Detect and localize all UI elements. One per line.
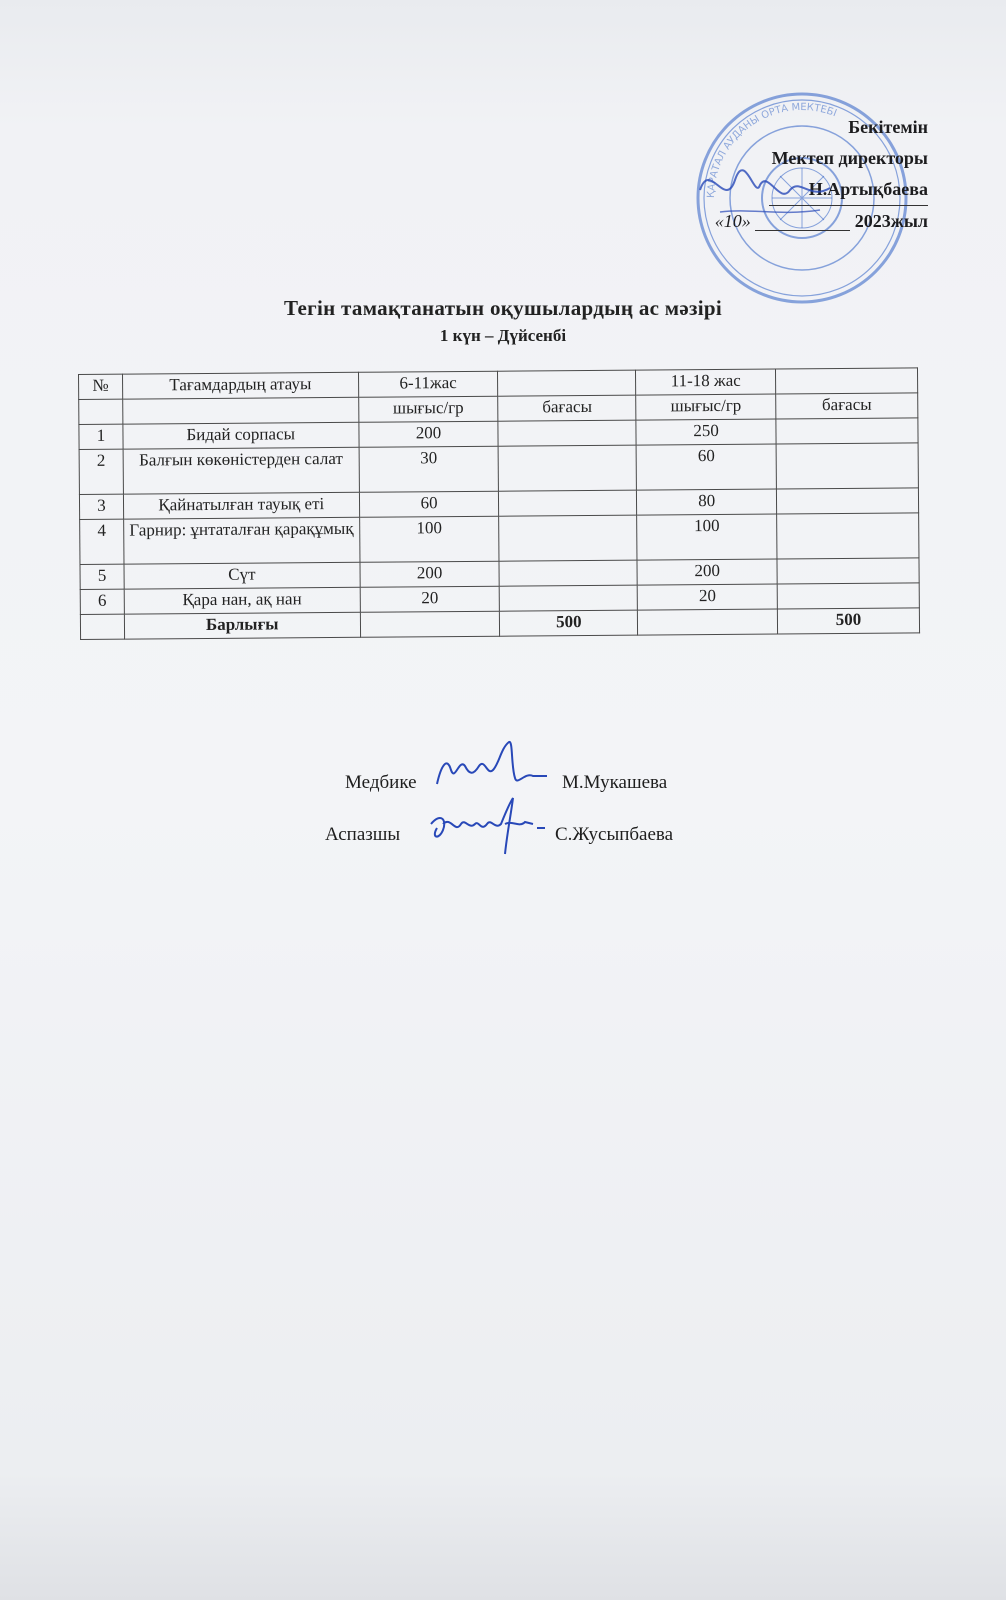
nurse-name: М.Мукашева [562, 772, 668, 793]
header-price1: бағасы [498, 395, 636, 421]
table-row: 4 Гарнир: ұнтаталған қарақұмық 100 100 [80, 513, 919, 565]
menu-table [78, 367, 920, 640]
document-title: Тегін тамақтанатын оқушылардың ас мәзірі [283, 296, 723, 320]
approval-day: «10» [714, 211, 751, 231]
cook-name: С.Жусыпбаева [555, 824, 674, 845]
approval-title: Бекітемін [848, 117, 928, 137]
header-empty [776, 368, 918, 394]
nurse-role: Медбике [345, 772, 417, 793]
header-num: № [79, 374, 123, 399]
nurse-signature [429, 736, 549, 798]
header-empty [498, 370, 636, 396]
table-row: 6 Қара нан, ақ нан 20 20 [80, 583, 919, 615]
cook-signature [421, 794, 549, 864]
director-name: Н.Артықбаева [769, 174, 928, 206]
director-signature [690, 150, 850, 230]
table-row: 2 Балғын көкөністерден салат 30 60 [79, 443, 918, 495]
header-yield2: шығыс/гр [636, 394, 776, 420]
header-price2: бағасы [776, 393, 918, 419]
table-row: 3 Қайнатылған тауық еті 60 80 [79, 488, 918, 520]
cook-role: Аспазшы [325, 824, 401, 845]
total-price2: 500 [777, 608, 919, 634]
table-row: 5 Сүт 200 200 [80, 558, 919, 590]
header-group1: 6-11жас [358, 371, 498, 397]
document-subtitle: 1 күн – Дүйсенбі [439, 326, 567, 345]
total-price1: 500 [500, 610, 638, 636]
approval-year: 2023жыл [854, 211, 928, 231]
header-name: Тағамдардың атауы [122, 372, 358, 399]
total-label: Барлығы [124, 612, 360, 639]
total-row [80, 608, 919, 640]
table-row: 1 Бидай сорпасы 200 250 [79, 418, 918, 450]
cook-signature-row [325, 824, 705, 864]
svg-text:ҚАРАТАЛ АУДАНЫ ОРТА МЕКТЕБІ: ҚАРАТАЛ АУДАНЫ ОРТА МЕКТЕБІ [705, 101, 839, 199]
header-group2: 11-18 жас [636, 369, 776, 395]
header-yield1: шығыс/гр [358, 396, 498, 422]
approval-position: Мектеп директоры [771, 148, 928, 168]
